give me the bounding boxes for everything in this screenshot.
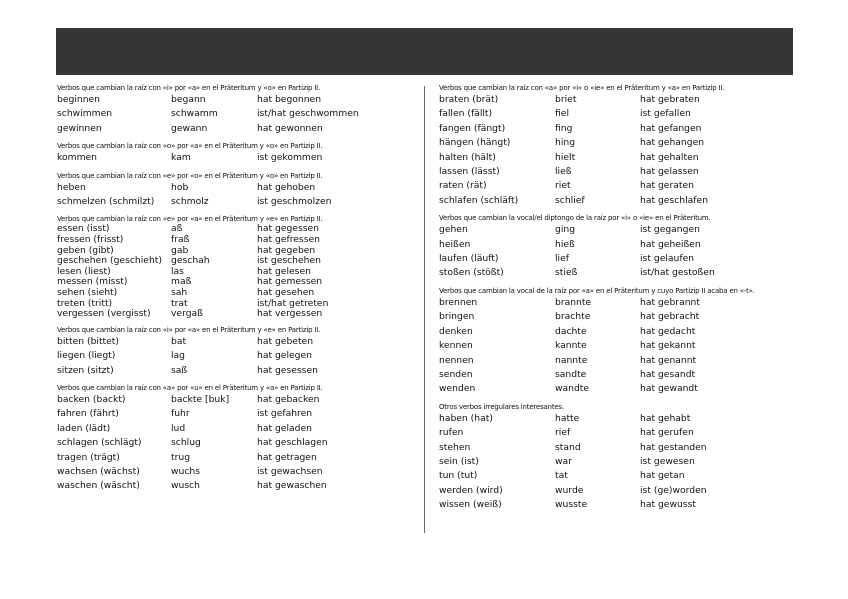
praeteritum-cell: briet bbox=[555, 94, 577, 105]
praeteritum-cell: schlief bbox=[555, 194, 585, 206]
verb-row bbox=[439, 455, 799, 469]
left-column bbox=[57, 84, 417, 500]
partizip-cell: hat gesehen bbox=[257, 287, 315, 298]
praeteritum-cell: war bbox=[555, 455, 572, 467]
partizip-cell: hat gebraten bbox=[640, 94, 700, 105]
infinitive-cell: geben (gibt) bbox=[57, 245, 114, 256]
partizip-cell: hat gehoben bbox=[257, 181, 316, 193]
praeteritum-cell: trat bbox=[171, 298, 188, 309]
infinitive-cell: vergessen (vergisst) bbox=[57, 309, 151, 320]
infinitive-cell: raten (rät) bbox=[439, 180, 487, 192]
section-heading: Verbos que cambian la raíz con «e» por «o» en el Präteritum y «o» en Partizip II. bbox=[57, 171, 323, 180]
verb-row bbox=[439, 484, 799, 498]
infinitive-cell: stehen bbox=[439, 441, 471, 453]
partizip-cell: hat geladen bbox=[257, 422, 312, 434]
verb-row bbox=[57, 224, 417, 235]
infinitive-cell: kommen bbox=[57, 152, 97, 164]
praeteritum-cell: nannte bbox=[555, 354, 588, 366]
partizip-cell: hat gesessen bbox=[257, 364, 318, 376]
partizip-cell: hat genannt bbox=[640, 354, 697, 366]
praeteritum-cell: hob bbox=[171, 181, 189, 193]
partizip-cell: hat vergessen bbox=[257, 308, 323, 320]
infinitive-cell: laden (lädt) bbox=[57, 422, 111, 434]
praeteritum-cell: schlug bbox=[171, 437, 201, 449]
section-heading: Verbos que cambian la raíz con «a» por «u» en el Präteritum y «a» en Partizip II. bbox=[57, 384, 323, 392]
infinitive-cell: fangen (fängt) bbox=[439, 122, 506, 134]
verb-row bbox=[439, 339, 799, 353]
verb-row bbox=[57, 181, 417, 195]
praeteritum-cell: maß bbox=[171, 277, 192, 288]
praeteritum-cell: begann bbox=[171, 94, 206, 105]
partizip-cell: hat gebracht bbox=[640, 311, 700, 323]
partizip-cell: hat gefangen bbox=[640, 122, 702, 134]
verb-section bbox=[439, 84, 799, 208]
verb-row bbox=[439, 223, 799, 237]
infinitive-cell: lesen (liest) bbox=[57, 266, 111, 277]
section-heading: Verbos que cambian la vocal/el diptongo de la raíz por «i» o «ie» en el Präteritum. bbox=[439, 214, 711, 223]
infinitive-cell: liegen (liegt) bbox=[57, 350, 116, 362]
praeteritum-cell: brachte bbox=[555, 311, 591, 323]
verb-row bbox=[439, 368, 799, 382]
praeteritum-cell: schmolz bbox=[171, 196, 209, 208]
verb-row bbox=[439, 441, 799, 455]
praeteritum-cell: wusch bbox=[171, 480, 200, 492]
partizip-cell: ist/hat getreten bbox=[257, 297, 329, 309]
header-banner bbox=[56, 28, 793, 75]
verb-row bbox=[439, 194, 799, 208]
verb-row bbox=[439, 498, 799, 512]
infinitive-cell: rufen bbox=[439, 427, 464, 439]
infinitive-cell: brennen bbox=[439, 296, 478, 308]
praeteritum-cell: kam bbox=[171, 152, 191, 164]
praeteritum-cell: las bbox=[171, 266, 184, 277]
infinitive-cell: senden bbox=[439, 368, 473, 380]
infinitive-cell: heben bbox=[57, 181, 86, 193]
verb-row bbox=[57, 393, 417, 407]
verb-row bbox=[439, 469, 799, 483]
infinitive-cell: schwimmen bbox=[57, 108, 113, 120]
verb-row bbox=[57, 107, 417, 121]
partizip-cell: ist gefahren bbox=[257, 408, 313, 420]
verb-row bbox=[439, 165, 799, 179]
partizip-cell: hat gestanden bbox=[640, 441, 707, 453]
infinitive-cell: treten (tritt) bbox=[57, 298, 113, 309]
praeteritum-cell: stieß bbox=[555, 267, 578, 279]
partizip-cell: hat gebeten bbox=[257, 335, 314, 347]
partizip-cell: hat geraten bbox=[640, 180, 694, 192]
section-heading: Verbos que cambian la raíz con «e» por «a» en el Präteritum y «e» en Partizip II. bbox=[57, 215, 323, 224]
verb-row bbox=[57, 364, 417, 378]
verb-row bbox=[439, 296, 799, 310]
partizip-cell: ist/hat geschwommen bbox=[257, 108, 359, 120]
infinitive-cell: bringen bbox=[439, 311, 475, 323]
partizip-cell: hat gemessen bbox=[257, 276, 323, 288]
partizip-cell: ist (ge)worden bbox=[640, 484, 707, 496]
praeteritum-cell: fiel bbox=[555, 108, 569, 120]
partizip-cell: hat gewusst bbox=[640, 499, 696, 511]
infinitive-cell: messen (misst) bbox=[57, 277, 128, 288]
infinitive-cell: denken bbox=[439, 325, 473, 337]
verb-row bbox=[439, 238, 799, 252]
infinitive-cell: nennen bbox=[439, 354, 474, 366]
verb-row bbox=[439, 179, 799, 193]
verb-row bbox=[439, 310, 799, 324]
partizip-cell: hat gegeben bbox=[257, 244, 316, 256]
verb-row bbox=[439, 426, 799, 440]
partizip-cell: ist gewachsen bbox=[257, 466, 323, 478]
section-heading: Verbos que cambian la raíz con «i» por «a» en el Präteritum y «o» en Partizip II. bbox=[57, 84, 321, 92]
partizip-cell: ist/hat gestoßen bbox=[640, 267, 715, 279]
praeteritum-cell: stand bbox=[555, 441, 581, 453]
praeteritum-cell: gewann bbox=[171, 122, 208, 134]
praeteritum-cell: sandte bbox=[555, 368, 587, 380]
praeteritum-cell: lud bbox=[171, 422, 186, 434]
praeteritum-cell: fraß bbox=[171, 235, 190, 246]
verb-row bbox=[439, 354, 799, 368]
partizip-cell: hat gehangen bbox=[640, 137, 705, 149]
infinitive-cell: heißen bbox=[439, 238, 471, 250]
partizip-cell: ist geschehen bbox=[257, 255, 321, 267]
infinitive-cell: braten (brät) bbox=[439, 94, 499, 105]
infinitive-cell: fallen (fällt) bbox=[439, 108, 493, 120]
verb-row bbox=[57, 151, 417, 165]
verb-section bbox=[57, 384, 417, 494]
infinitive-cell: tun (tut) bbox=[439, 470, 478, 482]
infinitive-cell: fressen (frisst) bbox=[57, 235, 124, 246]
partizip-cell: hat begonnen bbox=[257, 94, 322, 105]
praeteritum-cell: vergaß bbox=[171, 309, 203, 320]
praeteritum-cell: ging bbox=[555, 224, 576, 236]
verb-row bbox=[57, 349, 417, 363]
infinitive-cell: sehen (sieht) bbox=[57, 288, 118, 298]
right-column bbox=[439, 84, 799, 519]
praeteritum-cell: wurde bbox=[555, 484, 584, 496]
verb-section bbox=[439, 287, 799, 397]
praeteritum-cell: bat bbox=[171, 335, 187, 347]
partizip-cell: hat gebacken bbox=[257, 394, 320, 405]
partizip-cell: hat gehabt bbox=[640, 412, 691, 424]
verb-row bbox=[57, 288, 417, 299]
partizip-cell: ist gewesen bbox=[640, 455, 695, 467]
praeteritum-cell: tat bbox=[555, 470, 568, 482]
praeteritum-cell: geschah bbox=[171, 256, 210, 267]
praeteritum-cell: backte [buk] bbox=[171, 394, 230, 405]
verb-row bbox=[439, 93, 799, 107]
partizip-cell: hat gesandt bbox=[640, 368, 696, 380]
verb-section bbox=[57, 172, 417, 210]
partizip-cell: hat gekannt bbox=[640, 340, 696, 352]
verb-row bbox=[57, 235, 417, 246]
verb-row bbox=[57, 479, 417, 493]
infinitive-cell: waschen (wäscht) bbox=[57, 480, 140, 492]
section-heading: Verbos que cambian la raíz con «i» por «a» en el Präteritum y «e» en Partizip II. bbox=[57, 325, 321, 334]
verb-row bbox=[57, 299, 417, 310]
partizip-cell: hat gebrannt bbox=[640, 296, 700, 308]
verb-row bbox=[57, 277, 417, 288]
infinitive-cell: wissen (weiß) bbox=[439, 499, 502, 511]
infinitive-cell: backen (backt) bbox=[57, 394, 126, 405]
praeteritum-cell: sah bbox=[171, 288, 188, 298]
praeteritum-cell: hielt bbox=[555, 151, 576, 163]
praeteritum-cell: fuhr bbox=[171, 408, 190, 420]
partizip-cell: hat gegessen bbox=[257, 223, 319, 235]
partizip-cell: hat gehalten bbox=[640, 151, 699, 163]
partizip-cell: hat getan bbox=[640, 470, 685, 482]
infinitive-cell: gehen bbox=[439, 224, 468, 236]
verb-section bbox=[439, 214, 799, 281]
partizip-cell: hat gelegen bbox=[257, 350, 312, 362]
infinitive-cell: schlafen (schläft) bbox=[439, 194, 519, 206]
praeteritum-cell: dachte bbox=[555, 325, 587, 337]
praeteritum-cell: hatte bbox=[555, 412, 580, 424]
praeteritum-cell: kannte bbox=[555, 340, 587, 352]
infinitive-cell: fahren (fährt) bbox=[57, 408, 119, 420]
verb-row bbox=[57, 465, 417, 479]
partizip-cell: hat gewandt bbox=[640, 383, 698, 395]
infinitive-cell: essen (isst) bbox=[57, 224, 110, 235]
column-divider bbox=[424, 86, 425, 533]
verb-section bbox=[57, 215, 417, 319]
partizip-cell: hat gelesen bbox=[257, 265, 311, 277]
section-heading: Otros verbos irregulares interesantes. bbox=[439, 402, 564, 411]
praeteritum-cell: lag bbox=[171, 350, 186, 362]
praeteritum-cell: riet bbox=[555, 180, 571, 192]
partizip-cell: ist gefallen bbox=[640, 108, 691, 120]
infinitive-cell: sitzen (sitzt) bbox=[57, 364, 114, 376]
praeteritum-cell: brannte bbox=[555, 296, 592, 308]
verb-row bbox=[57, 122, 417, 136]
partizip-cell: ist geschmolzen bbox=[257, 196, 332, 208]
praeteritum-cell: wuchs bbox=[171, 466, 200, 478]
praeteritum-cell: gab bbox=[171, 245, 189, 256]
verb-row bbox=[57, 422, 417, 436]
praeteritum-cell: lief bbox=[555, 253, 569, 265]
praeteritum-cell: aß bbox=[171, 224, 183, 235]
verb-section bbox=[57, 142, 417, 165]
verb-section bbox=[57, 326, 417, 378]
verb-section bbox=[57, 84, 417, 136]
partizip-cell: hat gerufen bbox=[640, 427, 694, 439]
partizip-cell: hat geschlagen bbox=[257, 437, 328, 449]
partizip-cell: hat gedacht bbox=[640, 325, 696, 337]
infinitive-cell: tragen (trägt) bbox=[57, 451, 120, 463]
verb-row bbox=[439, 252, 799, 266]
infinitive-cell: kennen bbox=[439, 340, 473, 352]
infinitive-cell: gewinnen bbox=[57, 122, 102, 134]
verb-row bbox=[57, 93, 417, 107]
infinitive-cell: hängen (hängt) bbox=[439, 137, 511, 149]
praeteritum-cell: ließ bbox=[555, 166, 572, 178]
verb-row bbox=[57, 451, 417, 465]
praeteritum-cell: schwamm bbox=[171, 108, 218, 120]
partizip-cell: hat getragen bbox=[257, 451, 317, 463]
infinitive-cell: schmelzen (schmilzt) bbox=[57, 196, 155, 208]
infinitive-cell: wachsen (wächst) bbox=[57, 466, 140, 478]
verb-row bbox=[57, 436, 417, 450]
partizip-cell: hat geschlafen bbox=[640, 194, 709, 206]
partizip-cell: hat gelassen bbox=[640, 166, 699, 178]
infinitive-cell: schlagen (schlägt) bbox=[57, 437, 142, 449]
praeteritum-cell: fing bbox=[555, 122, 573, 134]
partizip-cell: hat gewaschen bbox=[257, 480, 327, 492]
verb-row bbox=[439, 266, 799, 280]
verb-row bbox=[439, 151, 799, 165]
infinitive-cell: laufen (läuft) bbox=[439, 253, 499, 265]
praeteritum-cell: rief bbox=[555, 427, 571, 439]
verb-row bbox=[57, 407, 417, 421]
praeteritum-cell: wandte bbox=[555, 383, 590, 395]
verb-row bbox=[57, 246, 417, 257]
infinitive-cell: sein (ist) bbox=[439, 455, 479, 467]
section-heading: Verbos que cambian la raíz con «a» por «i» o «ie» en el Präteritum y «a» en Partizip II. bbox=[439, 84, 725, 92]
verb-row bbox=[439, 412, 799, 426]
praeteritum-cell: hieß bbox=[555, 238, 575, 250]
verb-row bbox=[439, 107, 799, 121]
verb-row bbox=[57, 195, 417, 209]
partizip-cell: ist gelaufen bbox=[640, 253, 695, 265]
praeteritum-cell: trug bbox=[171, 451, 191, 463]
infinitive-cell: geschehen (geschieht) bbox=[57, 256, 162, 267]
verb-row bbox=[439, 325, 799, 339]
infinitive-cell: halten (hält) bbox=[439, 151, 496, 163]
partizip-cell: hat gefressen bbox=[257, 234, 320, 246]
praeteritum-cell: hing bbox=[555, 137, 576, 149]
verb-row bbox=[439, 136, 799, 150]
infinitive-cell: wenden bbox=[439, 383, 476, 395]
infinitive-cell: werden (wird) bbox=[439, 484, 503, 496]
verb-row bbox=[57, 256, 417, 267]
praeteritum-cell: saß bbox=[171, 364, 188, 376]
partizip-cell: ist gekommen bbox=[257, 152, 323, 164]
verb-row bbox=[57, 335, 417, 349]
verb-section bbox=[439, 403, 799, 513]
section-heading: Verbos que cambian la vocal de la raíz por «a» en el Präteritum y cuyo Partizip II acaba en «-t». bbox=[439, 286, 755, 295]
verb-row bbox=[57, 267, 417, 278]
verb-row bbox=[439, 382, 799, 396]
infinitive-cell: beginnen bbox=[57, 94, 100, 105]
partizip-cell: hat geheißen bbox=[640, 238, 701, 250]
partizip-cell: hat gewonnen bbox=[257, 122, 323, 134]
infinitive-cell: bitten (bittet) bbox=[57, 335, 119, 347]
praeteritum-cell: wusste bbox=[555, 499, 588, 511]
infinitive-cell: haben (hat) bbox=[439, 412, 493, 424]
infinitive-cell: stoßen (stößt) bbox=[439, 267, 504, 279]
section-heading: Verbos que cambian la raíz con «o» por «a» en el Präteritum y «o» en Partizip II. bbox=[57, 142, 323, 151]
verb-row bbox=[439, 122, 799, 136]
partizip-cell: ist gegangen bbox=[640, 224, 700, 236]
verb-row bbox=[57, 309, 417, 320]
infinitive-cell: lassen (lässt) bbox=[439, 166, 500, 178]
